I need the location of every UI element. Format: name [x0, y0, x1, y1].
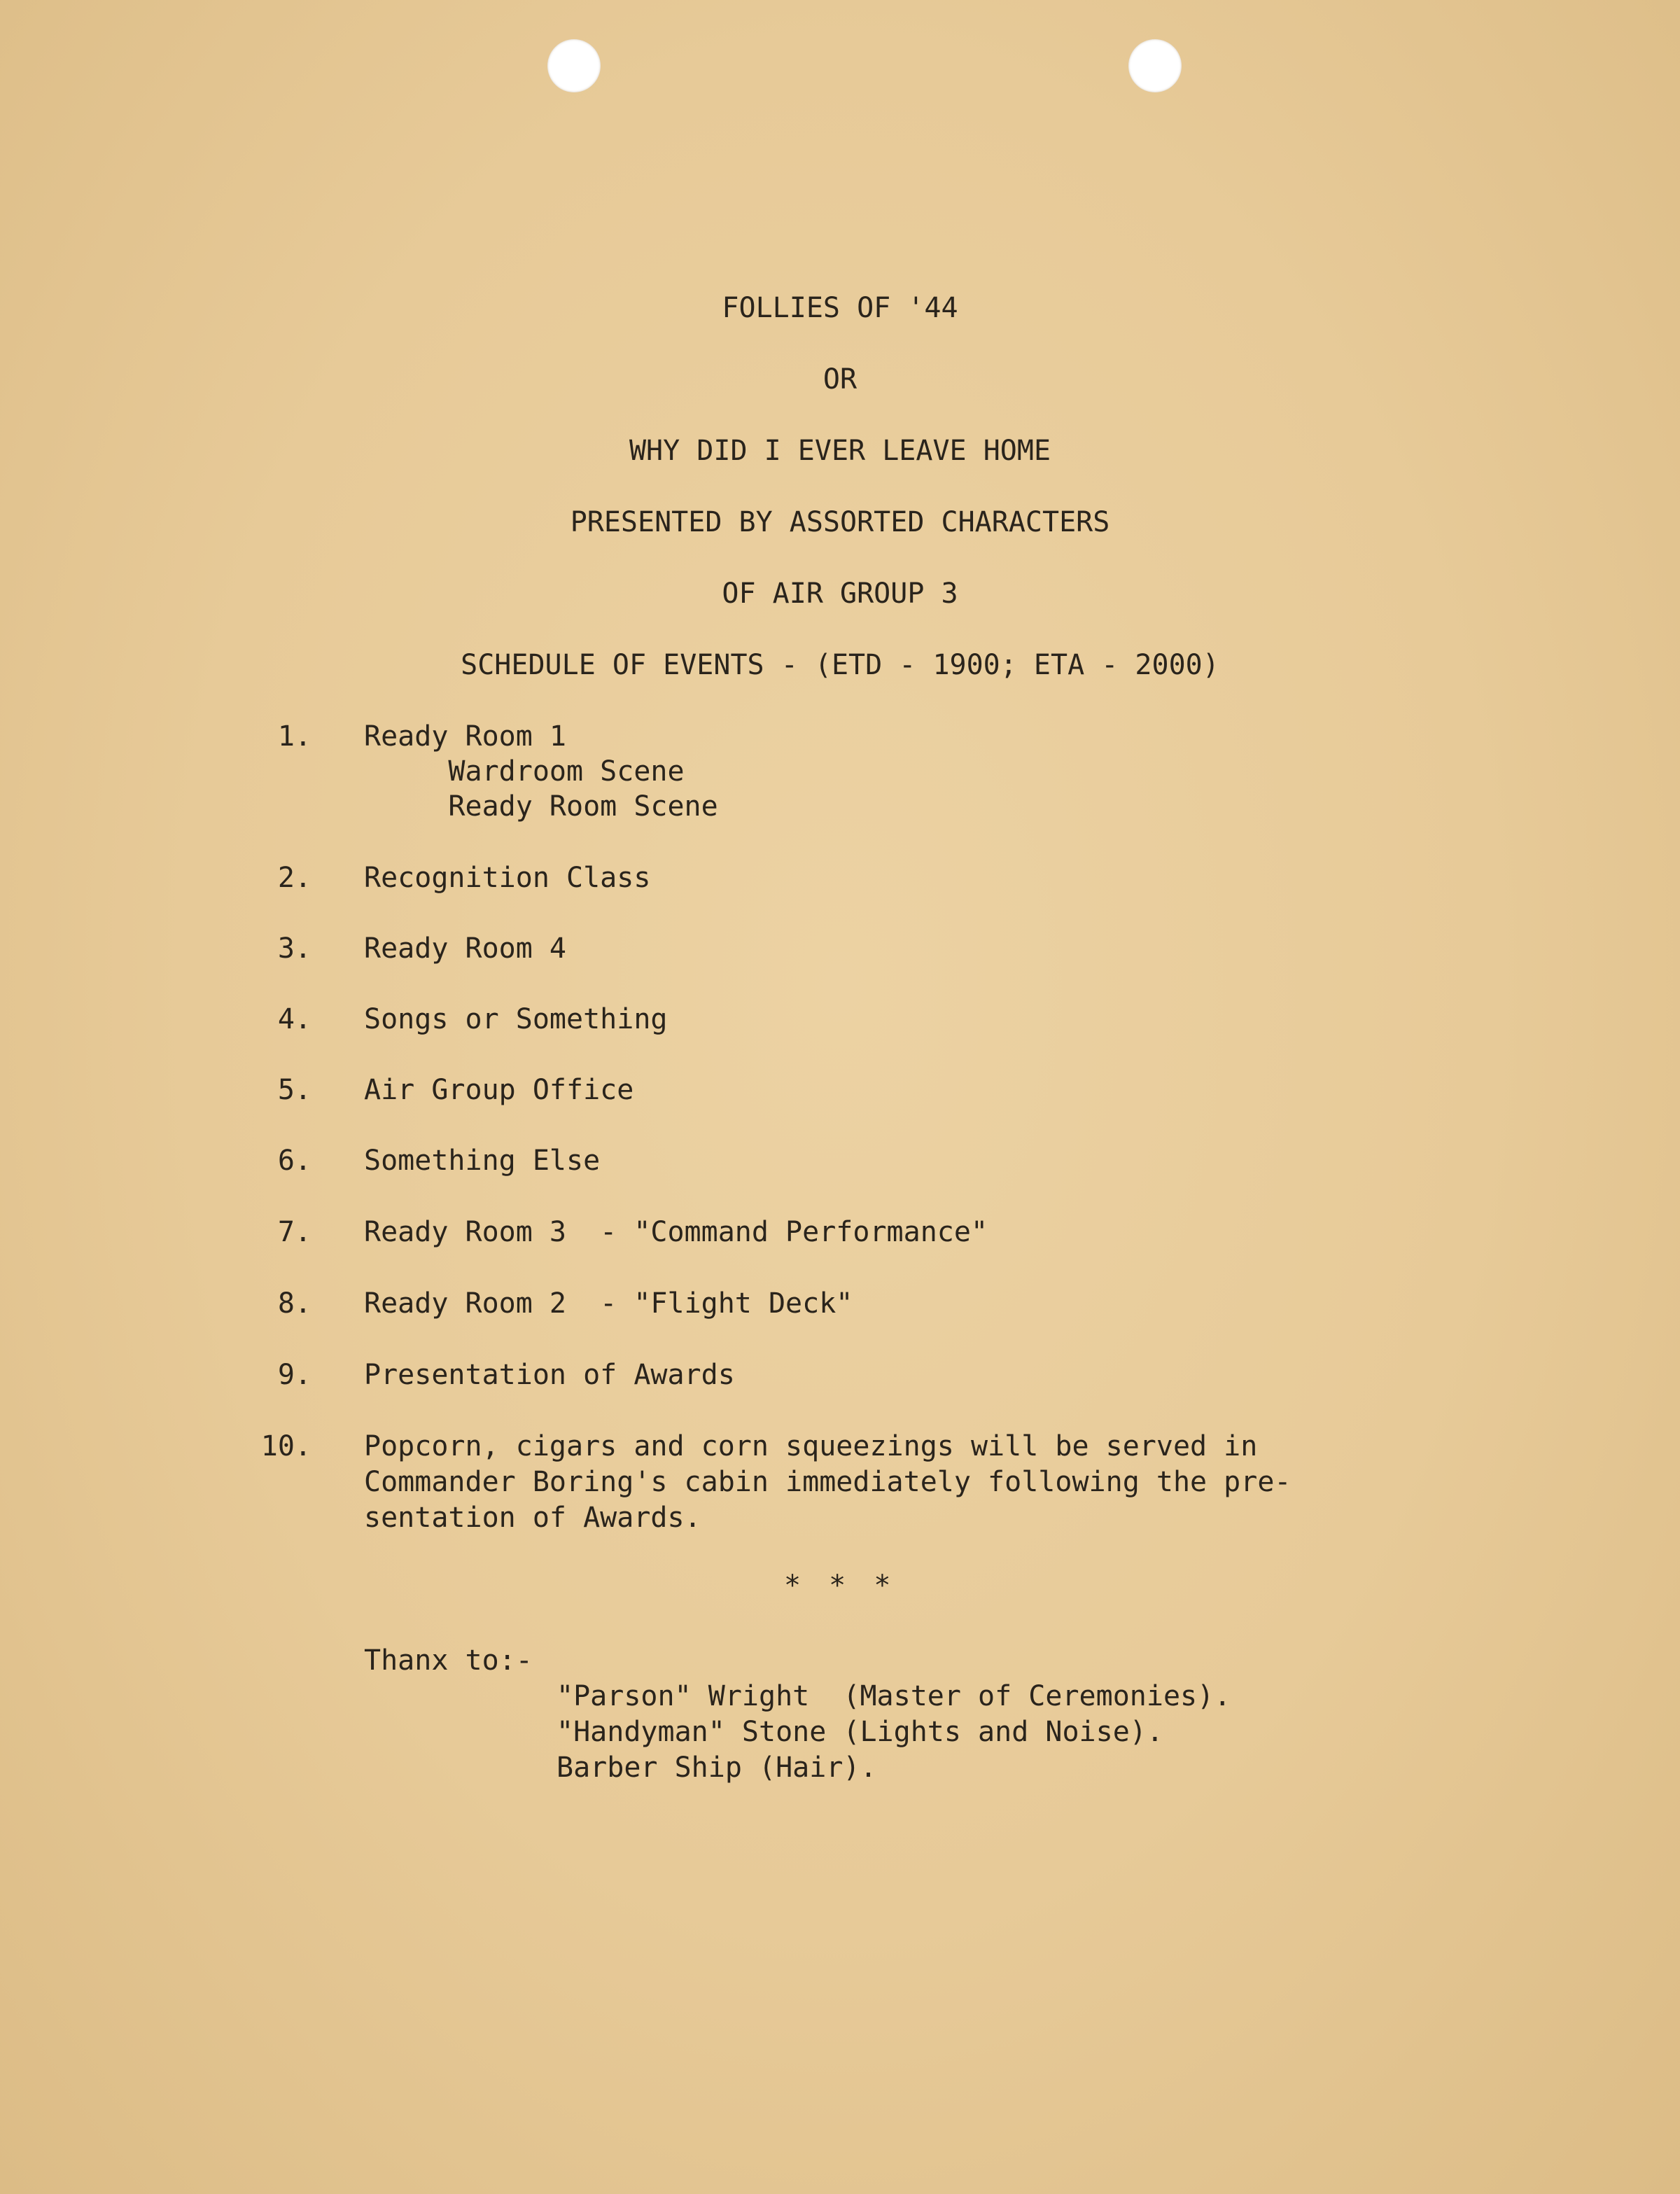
event-text: Air Group Office [364, 1074, 634, 1106]
event-number: 10. [260, 1430, 312, 1462]
event-text-continued: Commander Boring's cabin immediately following the pre- [364, 1466, 1292, 1498]
section-separator: * * * [784, 1570, 891, 1602]
schedule-heading: SCHEDULE OF EVENTS - (ETD - 1900; ETA - 2000) [461, 649, 1219, 681]
event-subitem: Ready Room Scene [364, 790, 718, 823]
event-text: Songs or Something [364, 1003, 668, 1035]
thanks-intro: Thanx to:- [364, 1644, 533, 1677]
event-text: Presentation of Awards [364, 1359, 735, 1391]
title-or: OR [822, 363, 858, 396]
subtitle-line: WHY DID I EVER LEAVE HOME [629, 435, 1051, 467]
event-number: 9. [277, 1359, 312, 1391]
event-text: Recognition Class [364, 862, 651, 894]
thanks-line: Barber Ship (Hair). [556, 1752, 877, 1784]
event-number: 3. [277, 932, 312, 965]
event-number: 1. [277, 720, 312, 753]
event-number: 4. [277, 1003, 312, 1035]
event-text: Ready Room 2 - "Flight Deck" [364, 1287, 853, 1320]
event-number: 7. [277, 1216, 312, 1248]
event-text-continued: sentation of Awards. [364, 1502, 701, 1534]
presented-by-line: PRESENTED BY ASSORTED CHARACTERS [570, 506, 1110, 538]
thanks-line: "Handyman" Stone (Lights and Noise). [556, 1716, 1163, 1748]
punch-hole-left [547, 39, 601, 92]
title-line: FOLLIES OF '44 [722, 292, 958, 324]
punch-hole-right [1128, 39, 1182, 92]
event-text: Something Else [364, 1145, 601, 1177]
event-text: Ready Room 1 [364, 720, 566, 753]
air-group-line: OF AIR GROUP 3 [722, 578, 958, 610]
event-text: Ready Room 4 [364, 932, 566, 965]
event-number: 2. [277, 862, 312, 894]
event-number: 6. [277, 1145, 312, 1177]
event-number: 5. [277, 1074, 312, 1106]
thanks-line: "Parson" Wright (Master of Ceremonies). [556, 1680, 1231, 1712]
event-text: Ready Room 3 - "Command Performance" [364, 1216, 988, 1248]
event-text: Popcorn, cigars and corn squeezings will be served in [364, 1430, 1258, 1462]
event-number: 8. [277, 1287, 312, 1320]
event-subitem: Wardroom Scene [364, 755, 685, 788]
